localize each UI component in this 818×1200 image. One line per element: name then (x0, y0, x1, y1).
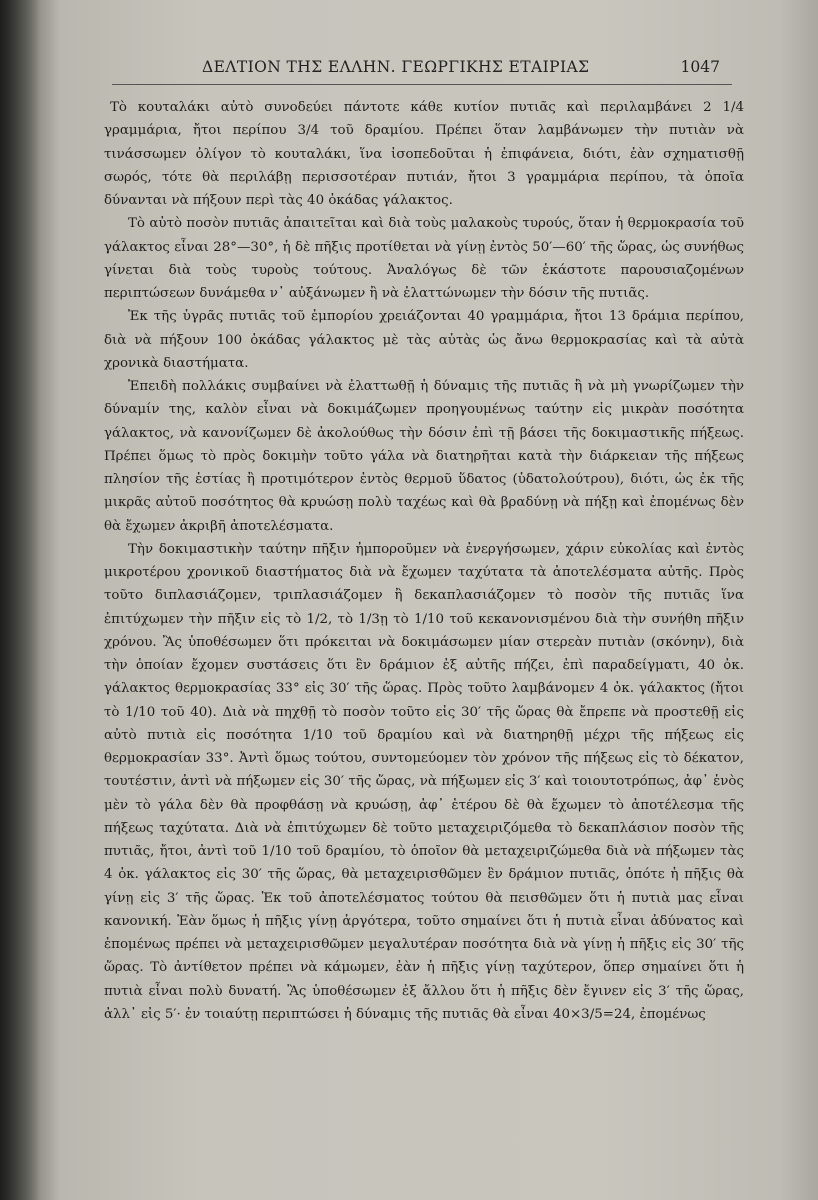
book-gutter-shadow (0, 0, 40, 1200)
running-header (112, 58, 732, 84)
page-number: 1047 (680, 58, 720, 76)
body-text (104, 96, 744, 1026)
paragraph: Τὸ αὐτὸ ποσὸν πυτιᾶς ἀπαιτεῖται καὶ διὰ τοὺς μαλακοὺς τυρούς, ὅταν ἡ θερμοκρασία τοῦ γάλακτος εἶναι 28°—30°, ἡ δὲ πῆξις προτίθεται νὰ γίνῃ ἐντὸς 50′—60′ τῆς ὥρας, ὡς συνήθως γίνεται διὰ τοὺς τυροὺς τούτους. Ἀναλόγως δὲ τῶν ἑκάστοτε παρουσιαζομένων περιπτώσεων δυνάμεθα ν᾽ αὐξάνωμεν ἢ νὰ ἐλαττώνωμεν τὴν δόσιν τῆς πυτιᾶς. (104, 216, 744, 301)
paragraph: Ἐπειδὴ πολλάκις συμβαίνει νὰ ἐλαττωθῇ ἡ δύναμις τῆς πυτιᾶς ἢ νὰ μὴ γνωρίζωμεν τὴν δύναμίν της, καλὸν εἶναι νὰ δοκιμάζωμεν προηγουμένως ταύτην εἰς μικρὰν ποσότητα γάλακτος, νὰ κανονίζωμεν δὲ ἀκολούθως τὴν δόσιν ἐπὶ τῇ βάσει τῆς δοκιμαστικῆς πήξεως. Πρέπει ὅμως τὸ πρὸς δοκιμὴν τοῦτο γάλα νὰ διατηρῆται κατὰ τὴν διάρκειαν τῆς πήξεως πλησίον τῆς ἑστίας ἢ προτιμότερον ἐντὸς θερμοῦ ὕδατος (ὑδατολούτρου), διότι, ὡς ἐκ τῆς μικρᾶς αὐτοῦ ποσότητος θὰ κρυώσῃ πολὺ ταχέως καὶ θὰ βραδύνῃ νὰ πήξῃ καὶ ἐπομένως δὲν θὰ ἔχωμεν ἀκριβῆ ἀποτελέσματα. (104, 379, 744, 534)
paragraph: Ἐκ τῆς ὑγρᾶς πυτιᾶς τοῦ ἐμπορίου χρειάζονται 40 γραμμάρια, ἤτοι 13 δράμια περίπου, διὰ νὰ πήξουν 100 ὀκάδας γάλακτος μὲ τὰς αὐτὰς ὡς ἄνω θερμοκρασίας καὶ τὰ αὐτὰ χρονικὰ διαστήματα. (104, 309, 744, 371)
header-rule (112, 84, 732, 85)
paragraph: Τὴν δοκιμαστικὴν ταύτην πῆξιν ἠμποροῦμεν νὰ ἐνεργήσωμεν, χάριν εὐκολίας καὶ ἐντὸς μικροτέρου χρονικοῦ διαστήματος διὰ νὰ ἔχωμεν ταχύτατα τὰ ἀποτελέσματα αὐτῆς. Πρὸς τοῦτο διπλασιάζομεν, τριπλασιάζομεν ἢ δεκαπλασιάζομεν τὸ ποσὸν τῆς πυτιᾶς ἵνα ἐπιτύχωμεν τὴν πῆξιν εἰς τὸ 1/2, τὸ 1/3ῃ τὸ 1/10 τοῦ κεκανονισμένου διὰ τὴν συνήθη πῆξιν χρόνου. Ἂς ὑποθέσωμεν ὅτι πρόκειται νὰ δοκιμάσωμεν μίαν στερεὰν πυτιὰν (σκόνην), διὰ τὴν ὁποίαν ἔχομεν συστάσεις ὅτι ἓν δράμιον ἐξ αὐτῆς πήζει, ἐπὶ παραδείγματι, 40 ὀκ. γάλακτος θερμοκρασίας 33° εἰς 30′ τῆς ὥρας. Πρὸς τοῦτο λαμβάνομεν 4 ὀκ. γάλακτος (ἤτοι τὸ 1/10 τοῦ 40). Διὰ νὰ πηχθῇ τὸ ποσὸν τοῦτο εἰς 30′ τῆς ὥρας θὰ ἔπρεπε νὰ προστεθῇ εἰς αὐτὸ πυτιὰ εἰς ποσότητα 1/10 τοῦ δραμίου καὶ νὰ διατηρηθῇ μέχρι τῆς πήξεως εἰς θερμοκρασίαν 33°. Ἀντὶ ὅμως τούτου, συντομεύομεν τὸν χρόνον τῆς πήξεως εἰς τὸ δέκατον, τουτέστιν, ἀντὶ νὰ πήξωμεν εἰς 30′ τῆς ὥρας, νὰ πήξωμεν εἰς 3′ καὶ τοιουτοτρόπως, ἀφ᾽ ἑνὸς μὲν τὸ γάλα δὲν θὰ προφθάσῃ νὰ κρυώσῃ, ἀφ᾽ ἑτέρου δὲ θὰ ἔχωμεν τὸ ἀποτέλεσμα τῆς πήξεως ταχύτατα. Διὰ νὰ ἐπιτύχωμεν δὲ τοῦτο μεταχειριζόμεθα τὸ δεκαπλάσιον ποσὸν τῆς πυτιᾶς, ἤτοι, ἀντὶ τοῦ 1/10 τοῦ δραμίου, τὸ ὁποῖον θὰ μεταχειριζώμεθα διὰ νὰ πήξωμεν τὰς 4 ὀκ. γάλακτος εἰς 30′ τῆς ὥρας, θὰ μεταχειρισθῶμεν ἓν δράμιον πυτιᾶς, ὁπότε ἡ πῆξις θὰ γίνῃ εἰς 3′ τῆς ὥρας. Ἐκ τοῦ ἀποτελέσματος τούτου θὰ πεισθῶμεν ὅτι ἡ πυτιὰ μας εἶναι κανονική. Ἐὰν ὅμως ἡ πῆξις γίνῃ ἀργότερα, τοῦτο σημαίνει ὅτι ἡ πυτιὰ εἶναι ἀδύνατος καὶ ἐπομένως πρέπει νὰ μεταχειρισθῶμεν μεγαλυτέραν ποσότητα διὰ νὰ γίνῃ ἡ πῆξις εἰς 30′ τῆς ὥρας. Τὸ ἀντίθετον πρέπει νὰ κάμωμεν, ἐὰν ἡ πῆξις γίνῃ ταχύτερον, ὅπερ σημαίνει ὅτι ἡ πυτιὰ εἶναι πολὺ δυνατή. Ἂς ὑποθέσωμεν ἐξ ἄλλου ὅτι ἡ πῆξις δὲν ἔγινεν εἰς 3′ τῆς ὥρας, ἀλλ᾽ εἰς 5′· ἐν τοιαύτῃ περιπτώσει ἡ δύναμις τῆς πυτιᾶς θὰ εἶναι 40×3/5=24, ἐπομένως (104, 541, 744, 1022)
journal-title: ΔΕΛΤΙΟΝ ΤΗΣ ΕΛΛΗΝ. ΓΕΩΡΓΙΚΗΣ ΕΤΑΙΡΙΑΣ (202, 58, 590, 76)
paragraph: Τὸ κουταλάκι αὐτὸ συνοδεύει πάντοτε κάθε κυτίον πυτιᾶς καὶ περιλαμβάνει 2 1/4 γραμμάρια, ἤτοι περίπου 3/4 τοῦ δραμίου. Πρέπει ὅταν λαμβάνωμεν τὴν πυτιὰν νὰ τινάσσωμεν ὀλίγον τὸ κουταλάκι, ἵνα ἰσοπεδοῦται ἡ ἐπιφάνεια, διότι, ἐὰν σχηματισθῇ σωρός, τότε θὰ περιλάβῃ περισσοτέραν πυτιάν, ἤτοι 3 γραμμάρια περίπου, τὰ ὁποῖα δύνανται νὰ πήξουν περὶ τὰς 40 ὀκάδας γάλακτος. (104, 100, 744, 208)
